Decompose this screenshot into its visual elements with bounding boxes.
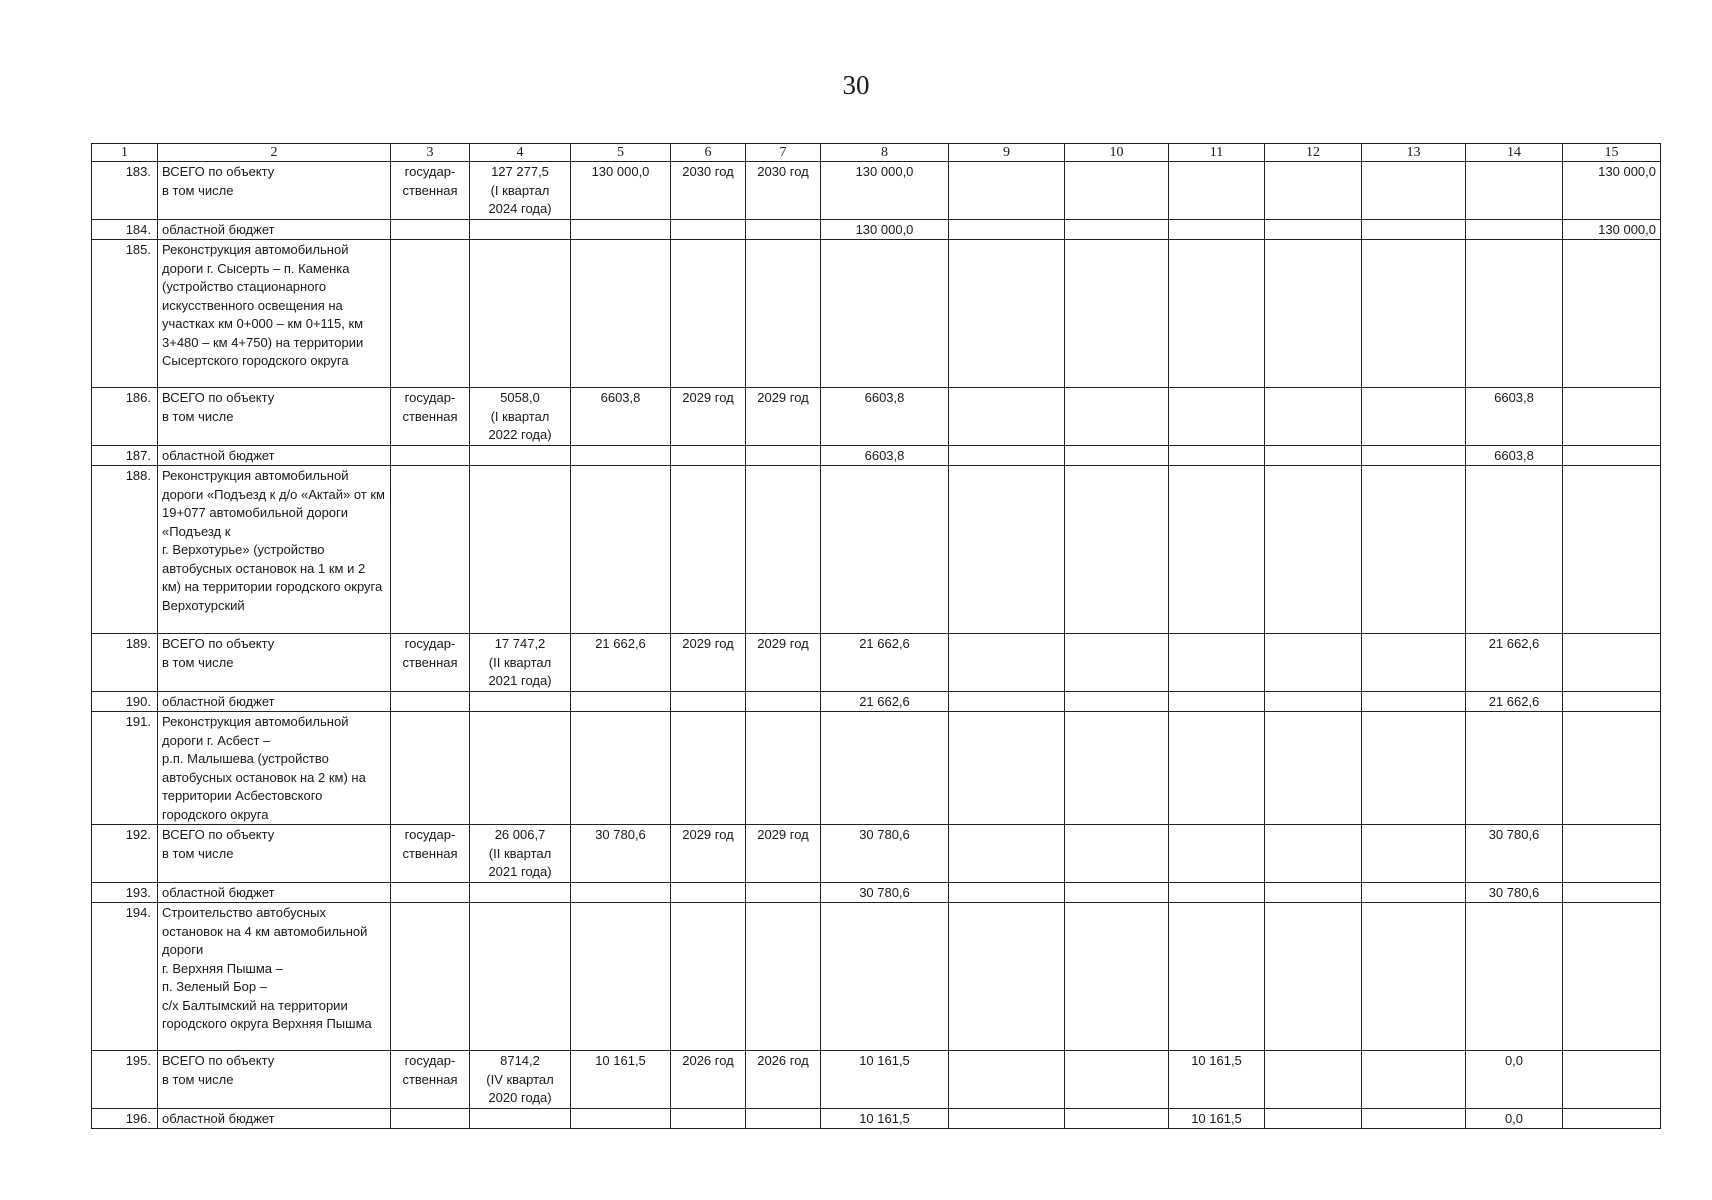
table-row bbox=[92, 445, 1661, 466]
col-10-cell bbox=[1065, 1051, 1169, 1109]
start-year-cell: 2026 год bbox=[671, 1051, 746, 1109]
start-year-cell bbox=[671, 240, 746, 388]
col-10-cell bbox=[1065, 903, 1169, 1051]
col-14-cell: 0,0 bbox=[1466, 1051, 1563, 1109]
col-10-cell bbox=[1065, 162, 1169, 220]
row-number-cell: 187. bbox=[92, 445, 158, 466]
total-cost-cell bbox=[571, 712, 671, 825]
col-9-cell bbox=[949, 712, 1065, 825]
col-11-cell bbox=[1169, 219, 1265, 240]
column-number: 2 bbox=[158, 144, 391, 162]
col-10-cell bbox=[1065, 691, 1169, 712]
column-number: 11 bbox=[1169, 144, 1265, 162]
end-year-cell: 2026 год bbox=[746, 1051, 821, 1109]
total-cost-cell bbox=[571, 240, 671, 388]
col-15-cell bbox=[1563, 634, 1661, 692]
row-number-cell: 191. bbox=[92, 712, 158, 825]
col-11-cell bbox=[1169, 691, 1265, 712]
object-name-cell: Реконструкция автомобильной дороги г. Сысерть – п. Каменка (устройство стационарного искусственного освещения на участках км 0+000 – км 0+115, км 3+480 – км 4+750) на территории Сысертского городского округа bbox=[158, 240, 391, 388]
col-9-cell bbox=[949, 634, 1065, 692]
col-14-cell bbox=[1466, 162, 1563, 220]
column-number: 14 bbox=[1466, 144, 1563, 162]
col-10-cell bbox=[1065, 388, 1169, 446]
col-15-cell bbox=[1563, 445, 1661, 466]
start-year-cell bbox=[671, 691, 746, 712]
column-number: 3 bbox=[391, 144, 470, 162]
col-12-cell bbox=[1265, 388, 1362, 446]
col-9-cell bbox=[949, 825, 1065, 883]
estimated-cost-cell: 127 277,5 (I квартал 2024 года) bbox=[470, 162, 571, 220]
col-14-cell: 6603,8 bbox=[1466, 388, 1563, 446]
estimated-cost-cell bbox=[470, 903, 571, 1051]
object-name-cell: ВСЕГО по объекту в том числе bbox=[158, 634, 391, 692]
object-name-cell: ВСЕГО по объекту в том числе bbox=[158, 162, 391, 220]
total-funding-cell bbox=[821, 712, 949, 825]
table-row bbox=[92, 903, 1661, 1051]
object-name-cell: ВСЕГО по объекту в том числе bbox=[158, 1051, 391, 1109]
total-funding-cell: 6603,8 bbox=[821, 388, 949, 446]
col-15-cell: 130 000,0 bbox=[1563, 162, 1661, 220]
object-name-cell: областной бюджет bbox=[158, 691, 391, 712]
ownership-cell bbox=[391, 903, 470, 1051]
col-15-cell bbox=[1563, 903, 1661, 1051]
row-number-cell: 184. bbox=[92, 219, 158, 240]
col-9-cell bbox=[949, 240, 1065, 388]
total-funding-cell bbox=[821, 903, 949, 1051]
end-year-cell: 2029 год bbox=[746, 825, 821, 883]
col-14-cell: 0,0 bbox=[1466, 1108, 1563, 1129]
col-11-cell bbox=[1169, 825, 1265, 883]
column-number: 15 bbox=[1563, 144, 1661, 162]
col-13-cell bbox=[1362, 162, 1466, 220]
col-10-cell bbox=[1065, 466, 1169, 634]
col-12-cell bbox=[1265, 1051, 1362, 1109]
col-11-cell bbox=[1169, 162, 1265, 220]
total-cost-cell: 6603,8 bbox=[571, 388, 671, 446]
ownership-cell: государ- ственная bbox=[391, 634, 470, 692]
table-row bbox=[92, 1051, 1661, 1109]
start-year-cell bbox=[671, 219, 746, 240]
column-number: 7 bbox=[746, 144, 821, 162]
end-year-cell: 2029 год bbox=[746, 634, 821, 692]
total-funding-cell bbox=[821, 466, 949, 634]
object-name-cell: ВСЕГО по объекту в том числе bbox=[158, 825, 391, 883]
col-15-cell bbox=[1563, 882, 1661, 903]
col-13-cell bbox=[1362, 691, 1466, 712]
start-year-cell: 2029 год bbox=[671, 634, 746, 692]
col-9-cell bbox=[949, 882, 1065, 903]
total-cost-cell: 10 161,5 bbox=[571, 1051, 671, 1109]
total-funding-cell: 6603,8 bbox=[821, 445, 949, 466]
col-14-cell bbox=[1466, 240, 1563, 388]
ownership-cell bbox=[391, 882, 470, 903]
col-12-cell bbox=[1265, 825, 1362, 883]
col-12-cell bbox=[1265, 445, 1362, 466]
col-10-cell bbox=[1065, 712, 1169, 825]
end-year-cell bbox=[746, 691, 821, 712]
col-12-cell bbox=[1265, 162, 1362, 220]
col-14-cell: 30 780,6 bbox=[1466, 882, 1563, 903]
total-funding-cell: 10 161,5 bbox=[821, 1051, 949, 1109]
col-11-cell bbox=[1169, 634, 1265, 692]
column-number: 13 bbox=[1362, 144, 1466, 162]
object-name-cell: Строительство автобусных остановок на 4 км автомобильной дороги г. Верхняя Пышма – п. Зеленый Бор – с/х Балтымский на территории городского округа Верхняя Пышма bbox=[158, 903, 391, 1051]
col-9-cell bbox=[949, 691, 1065, 712]
col-11-cell bbox=[1169, 388, 1265, 446]
row-number-cell: 192. bbox=[92, 825, 158, 883]
col-13-cell bbox=[1362, 712, 1466, 825]
col-10-cell bbox=[1065, 825, 1169, 883]
ownership-cell: государ- ственная bbox=[391, 1051, 470, 1109]
end-year-cell bbox=[746, 466, 821, 634]
ownership-cell bbox=[391, 712, 470, 825]
col-10-cell bbox=[1065, 1108, 1169, 1129]
ownership-cell bbox=[391, 691, 470, 712]
col-15-cell bbox=[1563, 1051, 1661, 1109]
row-number-cell: 190. bbox=[92, 691, 158, 712]
end-year-cell bbox=[746, 240, 821, 388]
col-15-cell: 130 000,0 bbox=[1563, 219, 1661, 240]
estimated-cost-cell bbox=[470, 445, 571, 466]
estimated-cost-cell bbox=[470, 712, 571, 825]
estimated-cost-cell bbox=[470, 1108, 571, 1129]
col-11-cell bbox=[1169, 445, 1265, 466]
start-year-cell: 2029 год bbox=[671, 825, 746, 883]
col-13-cell bbox=[1362, 1051, 1466, 1109]
table-row bbox=[92, 388, 1661, 446]
start-year-cell: 2030 год bbox=[671, 162, 746, 220]
table-row bbox=[92, 825, 1661, 883]
col-11-cell bbox=[1169, 882, 1265, 903]
column-number: 6 bbox=[671, 144, 746, 162]
col-15-cell bbox=[1563, 388, 1661, 446]
ownership-cell bbox=[391, 1108, 470, 1129]
table-row bbox=[92, 712, 1661, 825]
ownership-cell bbox=[391, 240, 470, 388]
start-year-cell bbox=[671, 1108, 746, 1129]
col-10-cell bbox=[1065, 219, 1169, 240]
col-11-cell bbox=[1169, 240, 1265, 388]
estimated-cost-cell bbox=[470, 240, 571, 388]
col-12-cell bbox=[1265, 712, 1362, 825]
col-15-cell bbox=[1563, 825, 1661, 883]
total-funding-cell bbox=[821, 240, 949, 388]
total-cost-cell: 30 780,6 bbox=[571, 825, 671, 883]
ownership-cell: государ- ственная bbox=[391, 825, 470, 883]
total-funding-cell: 130 000,0 bbox=[821, 219, 949, 240]
col-9-cell bbox=[949, 219, 1065, 240]
table-row bbox=[92, 634, 1661, 692]
col-12-cell bbox=[1265, 466, 1362, 634]
col-14-cell: 6603,8 bbox=[1466, 445, 1563, 466]
row-number-cell: 185. bbox=[92, 240, 158, 388]
column-number: 4 bbox=[470, 144, 571, 162]
total-cost-cell bbox=[571, 691, 671, 712]
start-year-cell bbox=[671, 445, 746, 466]
col-14-cell: 21 662,6 bbox=[1466, 691, 1563, 712]
total-cost-cell bbox=[571, 903, 671, 1051]
col-13-cell bbox=[1362, 240, 1466, 388]
end-year-cell bbox=[746, 1108, 821, 1129]
object-name-cell: областной бюджет bbox=[158, 219, 391, 240]
estimated-cost-cell: 26 006,7 (II квартал 2021 года) bbox=[470, 825, 571, 883]
col-11-cell: 10 161,5 bbox=[1169, 1051, 1265, 1109]
ownership-cell: государ- ственная bbox=[391, 162, 470, 220]
column-number: 5 bbox=[571, 144, 671, 162]
table-row bbox=[92, 882, 1661, 903]
end-year-cell: 2030 год bbox=[746, 162, 821, 220]
col-11-cell bbox=[1169, 466, 1265, 634]
col-9-cell bbox=[949, 903, 1065, 1051]
object-name-cell: областной бюджет bbox=[158, 445, 391, 466]
row-number-cell: 194. bbox=[92, 903, 158, 1051]
total-funding-cell: 21 662,6 bbox=[821, 634, 949, 692]
start-year-cell bbox=[671, 712, 746, 825]
row-number-cell: 195. bbox=[92, 1051, 158, 1109]
col-14-cell bbox=[1466, 712, 1563, 825]
col-13-cell bbox=[1362, 882, 1466, 903]
page-number: 30 bbox=[842, 70, 870, 100]
table-row bbox=[92, 162, 1661, 220]
col-13-cell bbox=[1362, 1108, 1466, 1129]
col-13-cell bbox=[1362, 634, 1466, 692]
start-year-cell bbox=[671, 903, 746, 1051]
row-number-cell: 193. bbox=[92, 882, 158, 903]
ownership-cell bbox=[391, 219, 470, 240]
row-number-cell: 186. bbox=[92, 388, 158, 446]
col-13-cell bbox=[1362, 219, 1466, 240]
col-9-cell bbox=[949, 1108, 1065, 1129]
total-funding-cell: 30 780,6 bbox=[821, 825, 949, 883]
col-14-cell bbox=[1466, 903, 1563, 1051]
table-row bbox=[92, 466, 1661, 634]
column-number-row bbox=[92, 144, 1661, 162]
col-15-cell bbox=[1563, 466, 1661, 634]
col-14-cell: 30 780,6 bbox=[1466, 825, 1563, 883]
total-cost-cell: 130 000,0 bbox=[571, 162, 671, 220]
col-13-cell bbox=[1362, 825, 1466, 883]
col-15-cell bbox=[1563, 1108, 1661, 1129]
total-cost-cell: 21 662,6 bbox=[571, 634, 671, 692]
end-year-cell bbox=[746, 445, 821, 466]
object-name-cell: Реконструкция автомобильной дороги «Подъезд к д/о «Актай» от км 19+077 автомобильной дороги «Подъезд к г. Верхотурье» (устройство автобусных остановок на 1 км и 2 км) на территории городского округа Верхотурский bbox=[158, 466, 391, 634]
total-cost-cell bbox=[571, 219, 671, 240]
total-cost-cell bbox=[571, 466, 671, 634]
table-row bbox=[92, 240, 1661, 388]
col-11-cell: 10 161,5 bbox=[1169, 1108, 1265, 1129]
object-name-cell: областной бюджет bbox=[158, 1108, 391, 1129]
col-12-cell bbox=[1265, 903, 1362, 1051]
col-11-cell bbox=[1169, 903, 1265, 1051]
total-funding-cell: 130 000,0 bbox=[821, 162, 949, 220]
col-12-cell bbox=[1265, 634, 1362, 692]
end-year-cell bbox=[746, 903, 821, 1051]
col-10-cell bbox=[1065, 882, 1169, 903]
ownership-cell bbox=[391, 445, 470, 466]
col-15-cell bbox=[1563, 691, 1661, 712]
total-funding-cell: 30 780,6 bbox=[821, 882, 949, 903]
estimated-cost-cell: 17 747,2 (II квартал 2021 года) bbox=[470, 634, 571, 692]
col-14-cell bbox=[1466, 466, 1563, 634]
budget-table bbox=[91, 143, 1661, 1129]
col-12-cell bbox=[1265, 691, 1362, 712]
col-14-cell bbox=[1466, 219, 1563, 240]
column-number: 1 bbox=[92, 144, 158, 162]
start-year-cell bbox=[671, 466, 746, 634]
col-12-cell bbox=[1265, 882, 1362, 903]
estimated-cost-cell bbox=[470, 466, 571, 634]
col-10-cell bbox=[1065, 240, 1169, 388]
start-year-cell: 2029 год bbox=[671, 388, 746, 446]
column-number: 8 bbox=[821, 144, 949, 162]
col-10-cell bbox=[1065, 445, 1169, 466]
end-year-cell bbox=[746, 219, 821, 240]
col-15-cell bbox=[1563, 712, 1661, 825]
total-cost-cell bbox=[571, 882, 671, 903]
table-row bbox=[92, 219, 1661, 240]
end-year-cell bbox=[746, 712, 821, 825]
col-9-cell bbox=[949, 445, 1065, 466]
estimated-cost-cell: 5058,0 (I квартал 2022 года) bbox=[470, 388, 571, 446]
col-11-cell bbox=[1169, 712, 1265, 825]
col-9-cell bbox=[949, 1051, 1065, 1109]
end-year-cell: 2029 год bbox=[746, 388, 821, 446]
col-13-cell bbox=[1362, 466, 1466, 634]
col-13-cell bbox=[1362, 388, 1466, 446]
total-funding-cell: 21 662,6 bbox=[821, 691, 949, 712]
object-name-cell: ВСЕГО по объекту в том числе bbox=[158, 388, 391, 446]
row-number-cell: 196. bbox=[92, 1108, 158, 1129]
col-13-cell bbox=[1362, 903, 1466, 1051]
table-row bbox=[92, 1108, 1661, 1129]
col-10-cell bbox=[1065, 634, 1169, 692]
estimated-cost-cell: 8714,2 (IV квартал 2020 года) bbox=[470, 1051, 571, 1109]
col-9-cell bbox=[949, 388, 1065, 446]
estimated-cost-cell bbox=[470, 219, 571, 240]
ownership-cell bbox=[391, 466, 470, 634]
ownership-cell: государ- ственная bbox=[391, 388, 470, 446]
total-cost-cell bbox=[571, 445, 671, 466]
estimated-cost-cell bbox=[470, 882, 571, 903]
total-funding-cell: 10 161,5 bbox=[821, 1108, 949, 1129]
col-12-cell bbox=[1265, 240, 1362, 388]
row-number-cell: 183. bbox=[92, 162, 158, 220]
object-name-cell: Реконструкция автомобильной дороги г. Асбест – р.п. Малышева (устройство автобусных остановок на 2 км) на территории Асбестовского городского округа bbox=[158, 712, 391, 825]
end-year-cell bbox=[746, 882, 821, 903]
col-15-cell bbox=[1563, 240, 1661, 388]
col-9-cell bbox=[949, 162, 1065, 220]
col-12-cell bbox=[1265, 219, 1362, 240]
total-cost-cell bbox=[571, 1108, 671, 1129]
col-13-cell bbox=[1362, 445, 1466, 466]
object-name-cell: областной бюджет bbox=[158, 882, 391, 903]
col-9-cell bbox=[949, 466, 1065, 634]
row-number-cell: 189. bbox=[92, 634, 158, 692]
col-14-cell: 21 662,6 bbox=[1466, 634, 1563, 692]
column-number: 12 bbox=[1265, 144, 1362, 162]
start-year-cell bbox=[671, 882, 746, 903]
column-number: 10 bbox=[1065, 144, 1169, 162]
row-number-cell: 188. bbox=[92, 466, 158, 634]
col-12-cell bbox=[1265, 1108, 1362, 1129]
column-number: 9 bbox=[949, 144, 1065, 162]
estimated-cost-cell bbox=[470, 691, 571, 712]
table-row bbox=[92, 691, 1661, 712]
